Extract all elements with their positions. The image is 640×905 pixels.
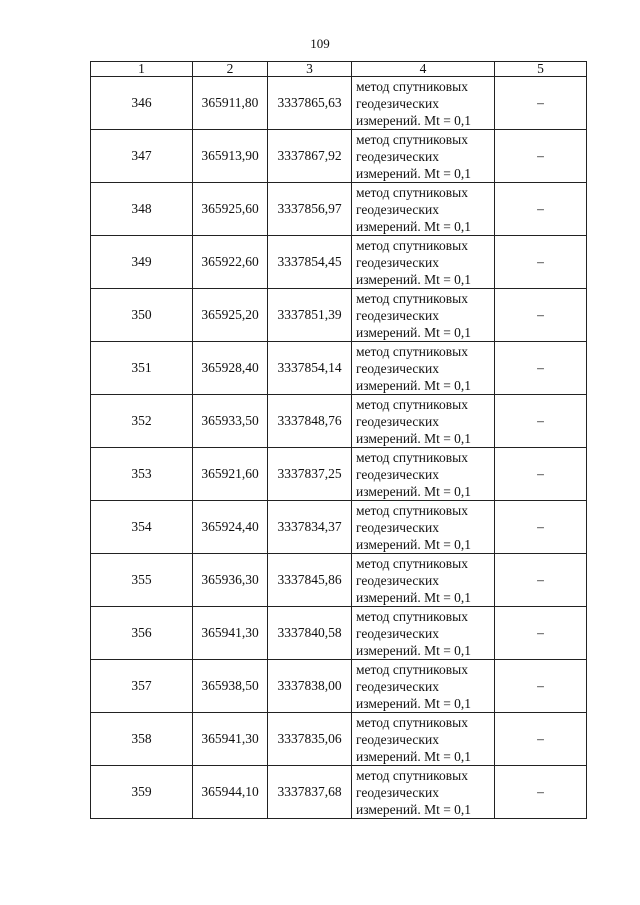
method-cell [352, 77, 495, 130]
method-cell [352, 130, 495, 183]
point-number-cell: 355 [91, 554, 193, 607]
method-line: измерений. Mt = 0,1 [356, 483, 472, 499]
x-coordinate-cell: 365925,60 [193, 183, 268, 236]
method-line: геодезических [356, 572, 439, 588]
method-cell [352, 183, 495, 236]
method-line: измерений. Mt = 0,1 [356, 536, 472, 552]
method-cell [352, 713, 495, 766]
point-number-cell: 350 [91, 289, 193, 342]
method-line: геодезических [356, 466, 439, 482]
method-line: измерений. Mt = 0,1 [356, 748, 472, 764]
x-coordinate-cell: 365944,10 [193, 766, 268, 819]
y-coordinate-cell: 3337840,58 [268, 607, 352, 660]
method-line: геодезических [356, 625, 439, 641]
note-cell: – [495, 183, 587, 236]
table-row [91, 660, 587, 713]
y-coordinate-cell: 3337848,76 [268, 395, 352, 448]
y-coordinate-cell: 3337834,37 [268, 501, 352, 554]
x-coordinate-cell: 365941,30 [193, 607, 268, 660]
method-line: измерений. Mt = 0,1 [356, 165, 472, 181]
method-line: измерений. Mt = 0,1 [356, 377, 472, 393]
y-coordinate-cell: 3337838,00 [268, 660, 352, 713]
method-line: геодезических [356, 148, 439, 164]
method-cell [352, 448, 495, 501]
method-line: геодезических [356, 519, 439, 535]
method-cell [352, 395, 495, 448]
method-line: геодезических [356, 413, 439, 429]
y-coordinate-cell: 3337837,68 [268, 766, 352, 819]
point-number-cell: 356 [91, 607, 193, 660]
method-line: геодезических [356, 360, 439, 376]
x-coordinate-cell: 365913,90 [193, 130, 268, 183]
method-line: метод спутниковых [356, 661, 468, 677]
table-row [91, 395, 587, 448]
column-header-4: 4 [352, 62, 495, 77]
point-number-cell: 359 [91, 766, 193, 819]
method-line: метод спутниковых [356, 184, 468, 200]
table-row [91, 183, 587, 236]
x-coordinate-cell: 365911,80 [193, 77, 268, 130]
method-line: измерений. Mt = 0,1 [356, 218, 472, 234]
note-cell: – [495, 660, 587, 713]
method-line: метод спутниковых [356, 502, 468, 518]
table-row [91, 342, 587, 395]
method-line: измерений. Mt = 0,1 [356, 112, 472, 128]
table-row [91, 554, 587, 607]
table-row [91, 713, 587, 766]
method-line: метод спутниковых [356, 290, 468, 306]
column-header-5: 5 [495, 62, 587, 77]
method-line: метод спутниковых [356, 343, 468, 359]
note-cell: – [495, 501, 587, 554]
table-row [91, 607, 587, 660]
table-header-row [91, 62, 587, 77]
method-line: метод спутниковых [356, 237, 468, 253]
x-coordinate-cell: 365928,40 [193, 342, 268, 395]
point-number-cell: 348 [91, 183, 193, 236]
x-coordinate-cell: 365925,20 [193, 289, 268, 342]
table-row [91, 501, 587, 554]
method-cell [352, 289, 495, 342]
column-header-2: 2 [193, 62, 268, 77]
point-number-cell: 347 [91, 130, 193, 183]
method-line: метод спутниковых [356, 78, 468, 94]
note-cell: – [495, 554, 587, 607]
y-coordinate-cell: 3337854,14 [268, 342, 352, 395]
y-coordinate-cell: 3337845,86 [268, 554, 352, 607]
point-number-cell: 352 [91, 395, 193, 448]
x-coordinate-cell: 365933,50 [193, 395, 268, 448]
note-cell: – [495, 448, 587, 501]
x-coordinate-cell: 365941,30 [193, 713, 268, 766]
point-number-cell: 351 [91, 342, 193, 395]
column-header-3: 3 [268, 62, 352, 77]
x-coordinate-cell: 365924,40 [193, 501, 268, 554]
table-row [91, 766, 587, 819]
method-line: геодезических [356, 201, 439, 217]
method-line: метод спутниковых [356, 714, 468, 730]
coordinates-table [90, 61, 587, 819]
method-cell [352, 501, 495, 554]
point-number-cell: 349 [91, 236, 193, 289]
note-cell: – [495, 342, 587, 395]
method-cell [352, 660, 495, 713]
x-coordinate-cell: 365922,60 [193, 236, 268, 289]
method-line: геодезических [356, 307, 439, 323]
x-coordinate-cell: 365921,60 [193, 448, 268, 501]
point-number-cell: 346 [91, 77, 193, 130]
point-number-cell: 357 [91, 660, 193, 713]
method-line: геодезических [356, 678, 439, 694]
method-line: геодезических [356, 254, 439, 270]
method-line: метод спутниковых [356, 131, 468, 147]
y-coordinate-cell: 3337865,63 [268, 77, 352, 130]
method-cell [352, 342, 495, 395]
column-header-1: 1 [91, 62, 193, 77]
method-line: измерений. Mt = 0,1 [356, 695, 472, 711]
table-row [91, 77, 587, 130]
note-cell: – [495, 130, 587, 183]
table-row [91, 448, 587, 501]
method-line: метод спутниковых [356, 767, 468, 783]
method-cell [352, 766, 495, 819]
table-row [91, 289, 587, 342]
point-number-cell: 354 [91, 501, 193, 554]
page-number: 109 [310, 36, 330, 51]
x-coordinate-cell: 365936,30 [193, 554, 268, 607]
y-coordinate-cell: 3337837,25 [268, 448, 352, 501]
y-coordinate-cell: 3337867,92 [268, 130, 352, 183]
method-line: метод спутниковых [356, 449, 468, 465]
method-cell [352, 554, 495, 607]
method-line: метод спутниковых [356, 608, 468, 624]
method-cell [352, 607, 495, 660]
y-coordinate-cell: 3337854,45 [268, 236, 352, 289]
table-row [91, 236, 587, 289]
method-line: измерений. Mt = 0,1 [356, 642, 472, 658]
method-line: геодезических [356, 95, 439, 111]
note-cell: – [495, 77, 587, 130]
method-line: измерений. Mt = 0,1 [356, 801, 472, 817]
note-cell: – [495, 236, 587, 289]
note-cell: – [495, 766, 587, 819]
method-line: измерений. Mt = 0,1 [356, 589, 472, 605]
x-coordinate-cell: 365938,50 [193, 660, 268, 713]
y-coordinate-cell: 3337835,06 [268, 713, 352, 766]
note-cell: – [495, 607, 587, 660]
note-cell: – [495, 713, 587, 766]
method-line: измерений. Mt = 0,1 [356, 271, 472, 287]
table-body [91, 77, 587, 819]
point-number-cell: 358 [91, 713, 193, 766]
y-coordinate-cell: 3337856,97 [268, 183, 352, 236]
note-cell: – [495, 395, 587, 448]
method-cell [352, 236, 495, 289]
method-line: метод спутниковых [356, 396, 468, 412]
method-line: геодезических [356, 784, 439, 800]
note-cell: – [495, 289, 587, 342]
point-number-cell: 353 [91, 448, 193, 501]
method-line: метод спутниковых [356, 555, 468, 571]
method-line: геодезических [356, 731, 439, 747]
table-row [91, 130, 587, 183]
method-line: измерений. Mt = 0,1 [356, 430, 472, 446]
method-line: измерений. Mt = 0,1 [356, 324, 472, 340]
y-coordinate-cell: 3337851,39 [268, 289, 352, 342]
